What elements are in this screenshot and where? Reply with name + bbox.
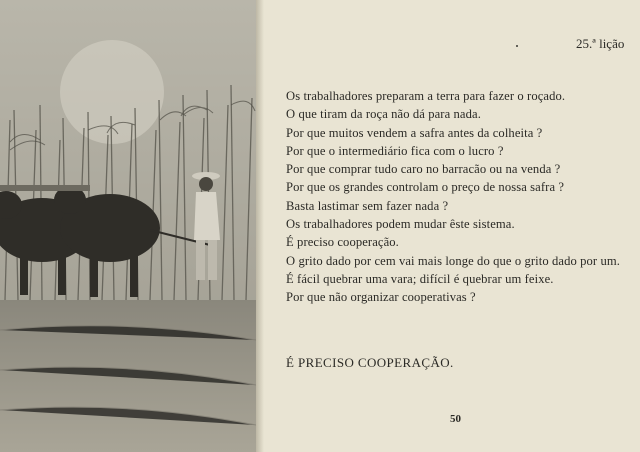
- text-line: Os trabalhadores podem mudar êste sistema.: [286, 217, 515, 232]
- lesson-text: [286, 87, 620, 307]
- lesson-label: 25.ª lição: [576, 36, 625, 51]
- text-line: Basta lastimar sem fazer nada ?: [286, 198, 449, 213]
- text-line: Os trabalhadores preparam a terra para fazer o roçado.: [286, 89, 566, 103]
- print-speck: [516, 45, 518, 47]
- text-page: [256, 0, 640, 452]
- text-line: Por que muitos vendem a safra antes da colheita ?: [286, 125, 543, 140]
- photo-illustration: [0, 0, 256, 452]
- text-line: Por que comprar tudo caro no barracão ou na venda ?: [286, 162, 561, 177]
- text-line: Por que os grandes controlam o preço de nossa safra ?: [286, 180, 565, 195]
- text-line: Por que não organizar cooperativas ?: [286, 290, 476, 305]
- text-line: O grito dado por cem vai mais longe do que o grito dado por um.: [286, 253, 621, 268]
- page-number: 50: [450, 413, 461, 425]
- text-line: É preciso cooperação.: [286, 235, 399, 250]
- text-line: O que tiram da roça não dá para nada.: [286, 107, 481, 122]
- farmer-with-oxen-photo: [0, 0, 256, 452]
- text-line: Por que o intermediário fica com o lucro ?: [286, 143, 504, 158]
- slogan-heading: É PRECISO COOPERAÇÃO.: [286, 355, 454, 370]
- text-line: É fácil quebrar uma vara; difícil é quebrar um feixe.: [286, 271, 554, 286]
